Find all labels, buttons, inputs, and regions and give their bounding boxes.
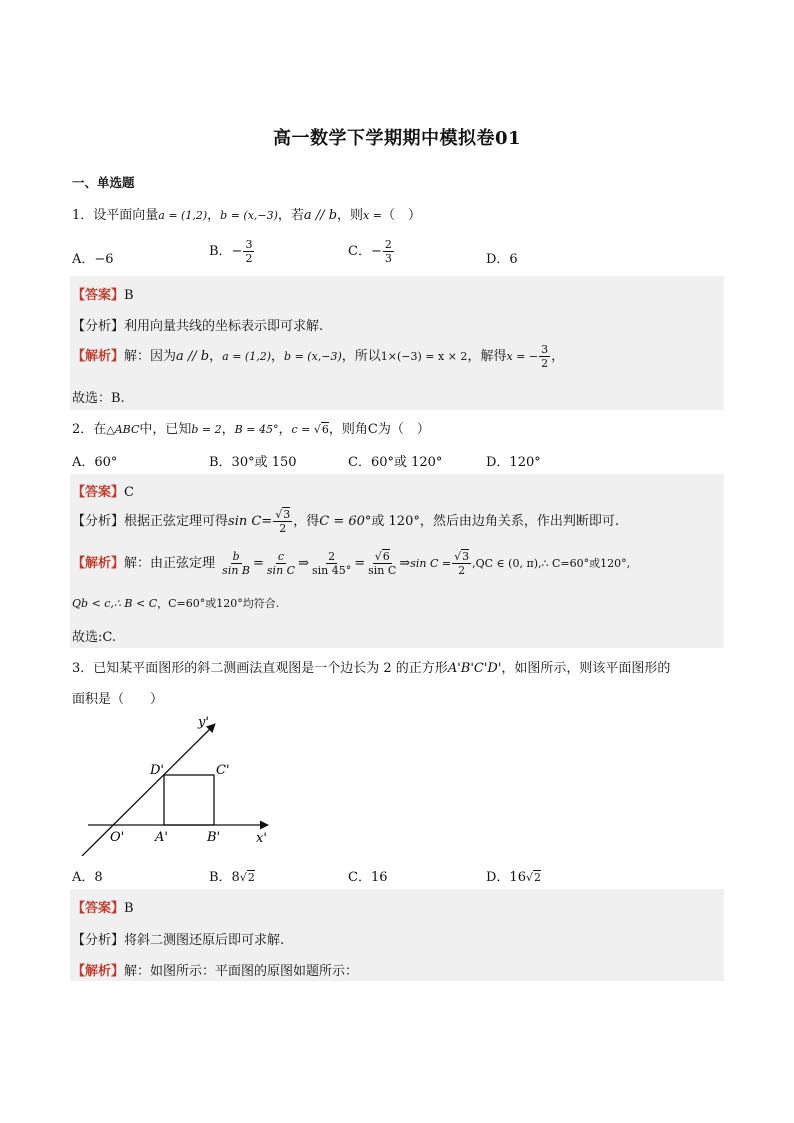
label-a: A' — [155, 830, 168, 845]
q1-option-a: A．−6 — [72, 252, 114, 267]
label-y: y' — [198, 715, 209, 730]
label-b: B' — [207, 830, 221, 845]
q1-answer: 【答案】B — [72, 288, 134, 303]
q1-option-c: C．− $\frac{2}{3}$ — [348, 238, 392, 265]
y-axis — [82, 724, 215, 856]
label-x: x' — [256, 831, 267, 846]
q3-option-b: B．8√2 — [209, 870, 255, 885]
q1-conclusion: 故选：B. — [72, 391, 125, 406]
q3-option-d: D．16√2 — [486, 870, 541, 885]
q3-analysis: 【分析】将斜二测图还原后即可求解. — [72, 933, 285, 948]
q3-solution: 【解析】解：如图所示：平面图的原图如题所示： — [72, 964, 359, 979]
q3-option-c: C．16 — [348, 870, 388, 885]
q2-stem: 2．在△ABC中，已知b = 2，B = 45°，c = √6，则角C为（ ） — [72, 422, 430, 437]
q2-solution-line2: Qb < c,∴ B < C，C=60°或120°均符合. — [72, 597, 280, 610]
q1-stem: 1．设平面向量a = (1,2)，b = (x,−3)，若a // b，则x =（ ） — [72, 208, 421, 223]
q2-option-d: D．120° — [486, 455, 541, 470]
q3-answer: 【答案】B — [72, 901, 134, 916]
q2-conclusion: 故选:C. — [72, 630, 116, 645]
q2-option-c: C．60°或 120° — [348, 455, 443, 470]
q2-analysis: 【分析】根据正弦定理可得sin C= $\frac{√3}{2}$ ，得C = 60°或 120°，然后由边角关系，作出判断即可. — [72, 508, 619, 535]
q1-solution: 【解析】解：因为a // b，a = (1,2)，b = (x,−3)，所以1×(−3) = x × 2，解得x = − $\frac{3}{2}$ ， — [72, 343, 565, 370]
q2-solution: 【解析】解：由正弦定理 $\frac{b}{\text{sin B}}$ = $\frac{c}{\text{sin C}}$ ⇒ $\frac{2}{\sin 45^\circ}$ = $\frac{√6}{\text{sin C}}$ ⇒sin C = $\frac{√3}{2}$ ,QC ∈ (0, π),∴ C=60°或120°, — [72, 550, 631, 577]
q2-option-b: B．30°或 150 — [209, 455, 297, 470]
q1-analysis: 【分析】利用向量共线的坐标表示即可求解. — [72, 319, 324, 334]
q2-answer: 【答案】C — [72, 485, 134, 500]
q2-option-a: A．60° — [72, 455, 118, 470]
q3-option-a: A．8 — [72, 870, 103, 885]
label-o: O' — [110, 830, 125, 845]
square-abcd — [164, 775, 214, 825]
q3-stem-line2: 面积是（ ） — [72, 692, 164, 707]
q3-stem: 3．已知某平面图形的斜二测画法直观图是一个边长为 2 的正方形A'B'C'D'，如图所示，则该平面图形的 — [72, 661, 671, 676]
q1-option-b: B．− $\frac{3}{2}$ — [209, 238, 253, 265]
oblique-diagram — [80, 708, 280, 856]
q1-option-d: D．6 — [486, 252, 518, 267]
page-title: 高一数学下学期期中模拟卷01 — [272, 128, 522, 149]
label-d: D' — [150, 763, 164, 778]
label-c: C' — [216, 763, 230, 778]
section-heading: 一、单选题 — [72, 175, 135, 190]
